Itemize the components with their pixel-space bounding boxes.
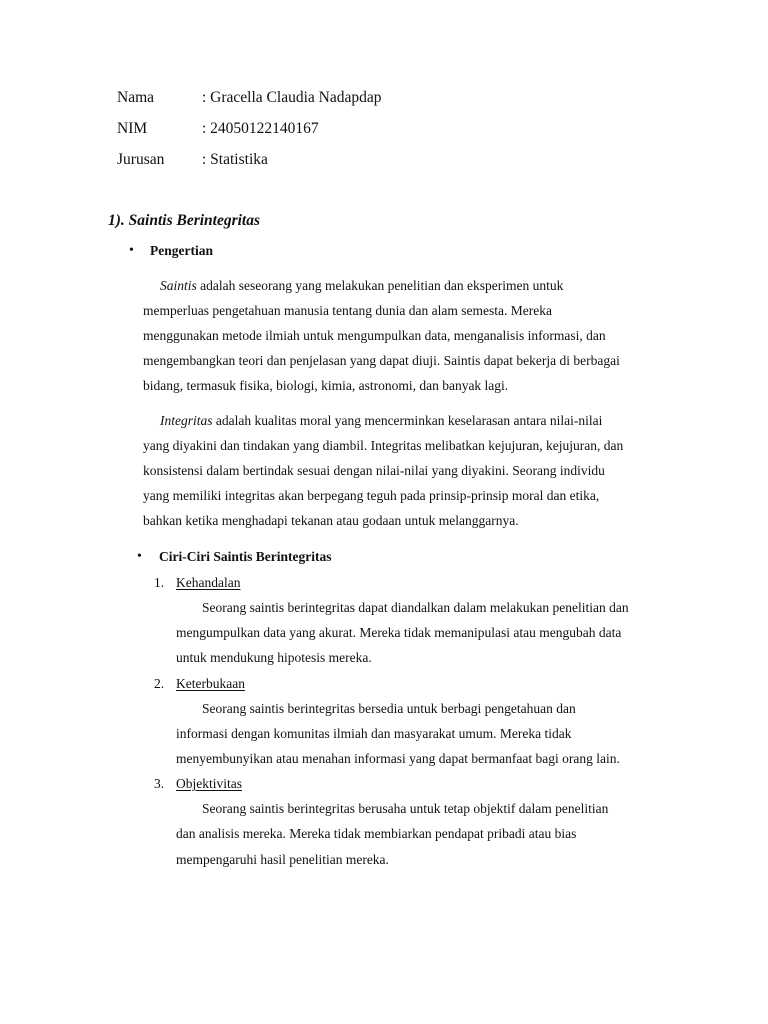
nim-label: NIM <box>117 120 148 137</box>
paragraph-line: memperluas pengetahuan manusia tentang dunia dan alam semesta. Mereka <box>143 303 552 318</box>
item-number: 3. <box>154 776 165 791</box>
department-label: Jurusan <box>117 151 165 168</box>
bullet-icon: • <box>137 549 142 564</box>
paragraph-line: bahkan ketika menghadapi tekanan atau godaan untuk melanggarnya. <box>143 513 519 528</box>
item-text-line: Seorang saintis berintegritas dapat diandalkan dalam melakukan penelitian dan <box>202 600 629 615</box>
item-title-objektivitas: Objektivitas <box>176 776 242 791</box>
term-integritas: Integritas <box>160 413 213 428</box>
paragraph-line: yang diyakini dan tindakan yang diambil. Integritas melibatkan kejujuran, kejujuran, dan <box>143 438 624 453</box>
item-text-line: dan analisis mereka. Mereka tidak membiarkan pendapat pribadi atau bias <box>176 826 577 841</box>
paragraph-line <box>160 276 563 296</box>
paragraph-line: konsistensi dalam bertindak sesuai dengan nilai-nilai yang diyakini. Seorang individu <box>143 463 605 478</box>
item-text-line: mengumpulkan data yang akurat. Mereka tidak memanipulasi atau mengubah data <box>176 625 622 640</box>
paragraph-line <box>160 411 602 431</box>
item-text-line: Seorang saintis berintegritas bersedia untuk berbagi pengetahuan dan <box>202 701 576 716</box>
paragraph-line: bidang, termasuk fisika, biologi, kimia, astronomi, dan banyak lagi. <box>143 378 509 393</box>
item-title-kehandalan: Kehandalan <box>176 575 241 590</box>
bullet-icon: • <box>129 243 134 258</box>
item-text-line: mempengaruhi hasil penelitian mereka. <box>176 852 389 867</box>
paragraph-text: adalah kualitas moral yang mencerminkan keselarasan antara nilai-nilai <box>212 413 603 428</box>
name-value: : Gracella Claudia Nadapdap <box>202 89 382 106</box>
paragraph-line: yang memiliki integritas akan berpegang teguh pada prinsip-prinsip moral dan etika, <box>143 488 600 503</box>
term-saintis: Saintis <box>160 278 197 293</box>
paragraph-line: menggunakan metode ilmiah untuk mengumpulkan data, menganalisis informasi, dan <box>143 328 606 343</box>
paragraph-line: mengembangkan teori dan penjelasan yang dapat diuji. Saintis dapat bekerja di berbagai <box>143 353 620 368</box>
item-text-line: menyembunyikan atau menahan informasi yang dapat bermanfaat bagi orang lain. <box>176 751 620 766</box>
item-title-keterbukaan: Keterbukaan <box>176 676 245 691</box>
pengertian-heading: Pengertian <box>150 243 213 258</box>
item-number: 1. <box>154 575 165 590</box>
paragraph-text: adalah seseorang yang melakukan penelitian dan eksperimen untuk <box>196 278 564 293</box>
item-text-line: untuk mendukung hipotesis mereka. <box>176 650 372 665</box>
item-number: 2. <box>154 676 165 691</box>
name-label: Nama <box>117 89 155 106</box>
section-title: 1). Saintis Berintegritas <box>108 212 261 229</box>
item-text-line: Seorang saintis berintegritas berusaha untuk tetap objektif dalam penelitian <box>202 801 609 816</box>
ciri-heading: Ciri-Ciri Saintis Berintegritas <box>159 549 332 564</box>
department-value: : Statistika <box>202 151 268 168</box>
nim-value: : 24050122140167 <box>202 120 319 137</box>
item-text-line: informasi dengan komunitas ilmiah dan masyarakat umum. Mereka tidak <box>176 726 572 741</box>
